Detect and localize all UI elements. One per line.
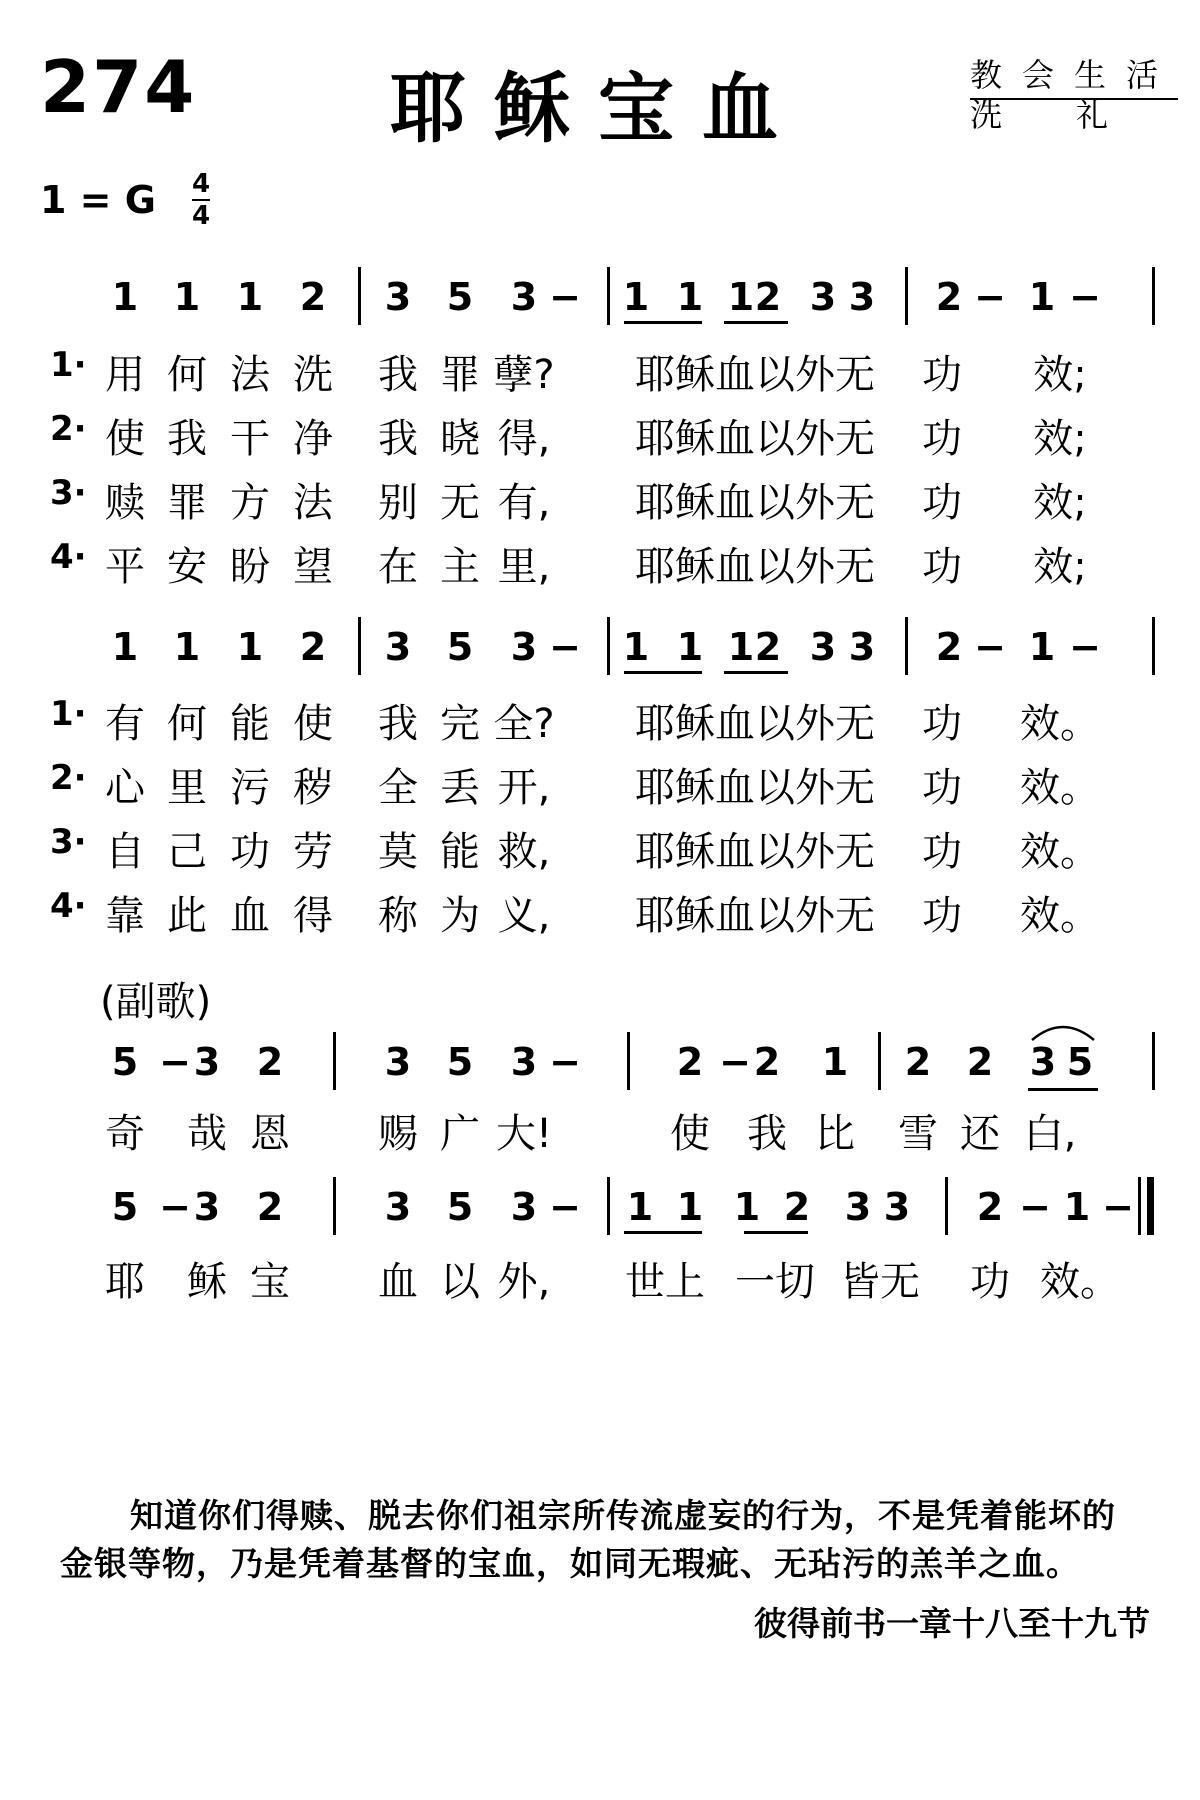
verses-b-lyric: 全 xyxy=(378,765,418,811)
time-numerator: 4 xyxy=(192,169,211,199)
verses-b-lyric: 我 xyxy=(378,701,418,747)
verses-b-refrain: 耶稣血以外无 xyxy=(635,893,875,939)
verses-b-lyric: 有 xyxy=(105,701,145,747)
melody-a-note: 2 xyxy=(935,275,963,319)
verses-a-lyric: 平 xyxy=(105,544,145,590)
verses-b-verse-number: 1· xyxy=(50,694,87,734)
chorus-lyric: 雪 xyxy=(898,1111,938,1157)
verses-b-lyric: 此 xyxy=(167,893,207,939)
verses-a-lyric: 无 xyxy=(440,480,480,526)
melody-d-note: 5 xyxy=(446,1185,474,1229)
verses-a-lyric: 何 xyxy=(167,352,207,398)
verses-a-lyric: 罪 xyxy=(440,352,480,398)
melody-d-note: 2 xyxy=(783,1185,811,1229)
verses-b-lyric: 称 xyxy=(378,893,418,939)
melody-d-note: 2 xyxy=(256,1185,284,1229)
melody-b-note: 1 xyxy=(676,625,704,669)
melody-b-note: 3 xyxy=(510,625,538,669)
verses-b-lyric: 何 xyxy=(167,701,207,747)
verses-b-lyric: 为 xyxy=(440,893,480,939)
verses-b-lyric: 开, xyxy=(497,765,551,811)
verses-b-lyric: 功 xyxy=(922,765,962,811)
chorus-lyric: 宝 xyxy=(250,1259,290,1305)
final-barline-thin xyxy=(1138,1177,1141,1235)
verses-b-lyric: 己 xyxy=(167,829,207,875)
verses-b-lyric: 自 xyxy=(105,829,145,875)
verses-a-lyric: 功 xyxy=(922,480,962,526)
verses-a-verse-number: 1· xyxy=(50,345,87,385)
melody-c-note: 3 xyxy=(510,1040,538,1084)
verses-a-lyric: 我 xyxy=(378,416,418,462)
melody-d-note: 3 xyxy=(193,1185,221,1229)
melody-a-note: 1 xyxy=(236,275,264,319)
melody-c-note: 3 xyxy=(1029,1040,1057,1084)
verses-a-lyric: 效; xyxy=(1033,480,1087,526)
melody-d-note: 5 xyxy=(111,1185,139,1229)
melody-c-note: 2 xyxy=(966,1040,994,1084)
verses-b-lyric: 功 xyxy=(922,893,962,939)
melody-a-note: 1 xyxy=(173,275,201,319)
verses-a-lyric: 效; xyxy=(1033,544,1087,590)
chorus-lyric: 哉 xyxy=(187,1111,227,1157)
melody-b-note: − xyxy=(974,625,1006,669)
melody-b-note: 1 xyxy=(111,625,139,669)
verses-a-lyric: 方 xyxy=(230,480,270,526)
verses-a-lyric: 得, xyxy=(497,416,551,462)
chorus-lyric: 广 xyxy=(440,1111,480,1157)
melody-a-note: − xyxy=(549,275,581,319)
melody-a-note: 3 xyxy=(510,275,538,319)
melody-b-beam xyxy=(724,671,788,674)
verses-a-lyric: 使 xyxy=(105,416,145,462)
melody-d-note: 3 xyxy=(883,1185,911,1229)
melody-c-note: 3 xyxy=(384,1040,412,1084)
chorus-lyric: 皆无 xyxy=(840,1259,920,1305)
verses-b-refrain: 耶稣血以外无 xyxy=(635,701,875,747)
verses-a-lyric: 净 xyxy=(293,416,333,462)
verses-a-lyric: 效; xyxy=(1033,352,1087,398)
melody-c-note: 2 xyxy=(904,1040,932,1084)
melody-d-beam xyxy=(744,1231,808,1234)
verses-a-lyric: 我 xyxy=(167,416,207,462)
verses-a-lyric: 干 xyxy=(230,416,270,462)
melody-d-note: 1 xyxy=(626,1185,654,1229)
verses-a-lyric: 主 xyxy=(440,544,480,590)
verses-a-refrain: 耶稣血以外无 xyxy=(635,416,875,462)
scripture-reference: 彼得前书一章十八至十九节 xyxy=(754,1604,1150,1643)
verses-a-lyric: 晓 xyxy=(440,416,480,462)
melody-a-note: 1 xyxy=(1028,275,1056,319)
verses-a-lyric: 功 xyxy=(922,416,962,462)
verses-a-verse-number: 3· xyxy=(50,473,87,513)
melody-d-note: − xyxy=(159,1185,191,1229)
melody-a-note: 3 xyxy=(809,275,837,319)
chorus-lyric: 血 xyxy=(378,1259,418,1305)
verses-b-lyric: 全? xyxy=(493,701,555,747)
verses-a-lyric: 法 xyxy=(293,480,333,526)
verses-b-verse-number: 4· xyxy=(50,886,87,926)
melody-b-note: 3 xyxy=(809,625,837,669)
verses-a-verse-number: 4· xyxy=(50,537,87,577)
chorus-lyric: 我 xyxy=(747,1111,787,1157)
verses-a-refrain: 耶稣血以外无 xyxy=(635,544,875,590)
verses-b-verse-number: 2· xyxy=(50,758,87,798)
melody-d-note: − xyxy=(1019,1185,1051,1229)
melody-b-note: 2 xyxy=(299,625,327,669)
melody-a-note: 1 xyxy=(676,275,704,319)
verses-b-lyric: 救, xyxy=(497,829,551,875)
chorus-lyric: 白, xyxy=(1023,1111,1077,1157)
verses-a-lyric: 孽? xyxy=(493,352,555,398)
melody-a-barline xyxy=(905,267,908,325)
melody-d-note: − xyxy=(1102,1185,1134,1229)
verses-a-verse-number: 2· xyxy=(50,409,87,449)
melody-c-note: 1 xyxy=(821,1040,849,1084)
melody-b-note: 2 xyxy=(754,625,782,669)
melody-b-note: 3 xyxy=(848,625,876,669)
verses-a-lyric: 法 xyxy=(230,352,270,398)
melody-a-barline xyxy=(607,267,610,325)
verses-b-lyric: 效。 xyxy=(1020,701,1100,747)
melody-a-beam xyxy=(624,321,702,324)
scripture-line-1: 知道你们得赎、脱去你们祖宗所传流虚妄的行为，不是凭着能坏的 xyxy=(130,1496,1116,1535)
verses-b-verse-number: 3· xyxy=(50,822,87,862)
melody-d-note: 3 xyxy=(384,1185,412,1229)
melody-b-note: 1 xyxy=(622,625,650,669)
melody-c-barline xyxy=(1152,1032,1155,1090)
chorus-lyric: 效。 xyxy=(1040,1259,1120,1305)
melody-d-note: 1 xyxy=(733,1185,761,1229)
chorus-lyric: 使 xyxy=(670,1111,710,1157)
verses-b-lyric: 效。 xyxy=(1020,765,1100,811)
melody-c-note: 5 xyxy=(446,1040,474,1084)
verses-b-lyric: 得 xyxy=(293,893,333,939)
melody-c-note: 5 xyxy=(1066,1040,1094,1084)
time-denominator: 4 xyxy=(192,201,211,231)
verses-a-lyric: 安 xyxy=(167,544,207,590)
melody-d-beam xyxy=(624,1231,702,1234)
melody-a-beam xyxy=(724,321,788,324)
melody-d-note: 1 xyxy=(676,1185,704,1229)
chorus-lyric: 比 xyxy=(815,1111,855,1157)
melody-c-note: 2 xyxy=(256,1040,284,1084)
verses-b-lyric: 莫 xyxy=(378,829,418,875)
chorus-lyric: 一切 xyxy=(735,1259,815,1305)
melody-c-note: 5 xyxy=(111,1040,139,1084)
verses-b-lyric: 靠 xyxy=(105,893,145,939)
verses-a-lyric: 洗 xyxy=(293,352,333,398)
verses-a-lyric: 功 xyxy=(922,352,962,398)
chorus-lyric: 外, xyxy=(497,1259,551,1305)
melody-d-barline xyxy=(607,1177,610,1235)
final-barline-thick xyxy=(1147,1177,1154,1235)
melody-b-barline xyxy=(1152,617,1155,675)
melody-b-note: 5 xyxy=(446,625,474,669)
melody-d-barline xyxy=(945,1177,948,1235)
verses-b-refrain: 耶稣血以外无 xyxy=(635,765,875,811)
melody-a-note: 1 xyxy=(622,275,650,319)
time-signature xyxy=(192,170,210,230)
key-signature: 1 = G xyxy=(40,178,156,222)
melody-a-barline xyxy=(1152,267,1155,325)
melody-c-beam xyxy=(1028,1088,1098,1091)
hymn-number: 274 xyxy=(40,45,197,129)
verses-a-lyric: 用 xyxy=(105,352,145,398)
chorus-lyric: 稣 xyxy=(187,1259,227,1305)
melody-a-note: − xyxy=(1069,275,1101,319)
verses-b-lyric: 心 xyxy=(105,765,145,811)
chorus-lyric: 功 xyxy=(970,1259,1010,1305)
verses-b-lyric: 劳 xyxy=(293,829,333,875)
melody-c-note: 2 xyxy=(676,1040,704,1084)
verses-b-lyric: 功 xyxy=(230,829,270,875)
melody-c-note: − xyxy=(549,1040,581,1084)
verses-b-lyric: 里 xyxy=(167,765,207,811)
verses-b-lyric: 功 xyxy=(922,829,962,875)
hymn-category: 教会生活 xyxy=(970,50,1178,100)
verses-b-lyric: 能 xyxy=(230,701,270,747)
melody-a-note: 3 xyxy=(384,275,412,319)
melody-c-barline xyxy=(333,1032,336,1090)
verses-b-lyric: 功 xyxy=(922,701,962,747)
verses-b-lyric: 完 xyxy=(440,701,480,747)
verses-a-lyric: 赎 xyxy=(105,480,145,526)
melody-d-note: 2 xyxy=(976,1185,1004,1229)
subcategory-char-2: 礼 xyxy=(1076,96,1129,134)
verses-b-lyric: 污 xyxy=(230,765,270,811)
melody-a-note: 5 xyxy=(446,275,474,319)
tie-arc xyxy=(1028,1020,1098,1044)
verses-a-lyric: 在 xyxy=(378,544,418,590)
melody-a-note: − xyxy=(974,275,1006,319)
hymn-subcategory xyxy=(970,90,1128,136)
melody-c-barline xyxy=(878,1032,881,1090)
chorus-lyric: 奇 xyxy=(105,1111,145,1157)
melody-b-barline xyxy=(358,617,361,675)
verses-b-lyric: 义, xyxy=(497,893,551,939)
melody-b-note: 1 xyxy=(1028,625,1056,669)
chorus-lyric: 世上 xyxy=(625,1259,705,1305)
verses-a-lyric: 罪 xyxy=(167,480,207,526)
melody-b-note: 3 xyxy=(384,625,412,669)
melody-b-barline xyxy=(607,617,610,675)
chorus-lyric: 恩 xyxy=(250,1111,290,1157)
chorus-lyric: 赐 xyxy=(378,1111,418,1157)
melody-d-barline xyxy=(333,1177,336,1235)
melody-c-note: 2 xyxy=(753,1040,781,1084)
verses-a-lyric: 里, xyxy=(497,544,551,590)
verses-a-lyric: 我 xyxy=(378,352,418,398)
chorus-label: (副歌) xyxy=(100,979,212,1025)
verses-b-lyric: 血 xyxy=(230,893,270,939)
verses-a-refrain: 耶稣血以外无 xyxy=(635,480,875,526)
chorus-lyric: 大! xyxy=(495,1111,553,1157)
verses-a-refrain: 耶稣血以外无 xyxy=(635,352,875,398)
melody-b-beam xyxy=(624,671,702,674)
melody-b-note: 2 xyxy=(935,625,963,669)
verses-b-refrain: 耶稣血以外无 xyxy=(635,829,875,875)
melody-a-note: 2 xyxy=(299,275,327,319)
verses-b-lyric: 使 xyxy=(293,701,333,747)
melody-c-note: 3 xyxy=(193,1040,221,1084)
verses-b-lyric: 能 xyxy=(440,829,480,875)
verses-a-lyric: 别 xyxy=(378,480,418,526)
melody-b-barline xyxy=(905,617,908,675)
verses-b-lyric: 丢 xyxy=(440,765,480,811)
chorus-lyric: 耶 xyxy=(105,1259,145,1305)
melody-b-note: − xyxy=(549,625,581,669)
melody-b-note: 1 xyxy=(727,625,755,669)
melody-b-note: 1 xyxy=(236,625,264,669)
chorus-lyric: 以 xyxy=(440,1259,480,1305)
melody-b-note: 1 xyxy=(173,625,201,669)
verses-a-lyric: 有, xyxy=(497,480,551,526)
melody-d-note: 3 xyxy=(510,1185,538,1229)
melody-a-note: 2 xyxy=(754,275,782,319)
melody-c-barline xyxy=(627,1032,630,1090)
hymn-title: 耶稣宝血 xyxy=(390,64,806,153)
melody-b-note: − xyxy=(1069,625,1101,669)
melody-c-note: − xyxy=(159,1040,191,1084)
melody-a-note: 1 xyxy=(727,275,755,319)
melody-d-note: 1 xyxy=(1063,1185,1091,1229)
verses-b-lyric: 效。 xyxy=(1020,829,1100,875)
melody-a-note: 3 xyxy=(848,275,876,319)
melody-a-barline xyxy=(358,267,361,325)
melody-d-note: − xyxy=(549,1185,581,1229)
verses-b-lyric: 效。 xyxy=(1020,893,1100,939)
verses-a-lyric: 功 xyxy=(922,544,962,590)
scripture-line-2: 金银等物，乃是凭着基督的宝血，如同无瑕疵、无玷污的羔羊之血。 xyxy=(60,1544,1080,1583)
verses-a-lyric: 望 xyxy=(293,544,333,590)
melody-c-note: − xyxy=(719,1040,751,1084)
verses-a-lyric: 效; xyxy=(1033,416,1087,462)
verses-a-lyric: 盼 xyxy=(230,544,270,590)
subcategory-char-1: 洗 xyxy=(970,96,1023,134)
verses-b-lyric: 秽 xyxy=(293,765,333,811)
melody-a-note: 1 xyxy=(111,275,139,319)
chorus-lyric: 还 xyxy=(960,1111,1000,1157)
melody-d-note: 3 xyxy=(844,1185,872,1229)
